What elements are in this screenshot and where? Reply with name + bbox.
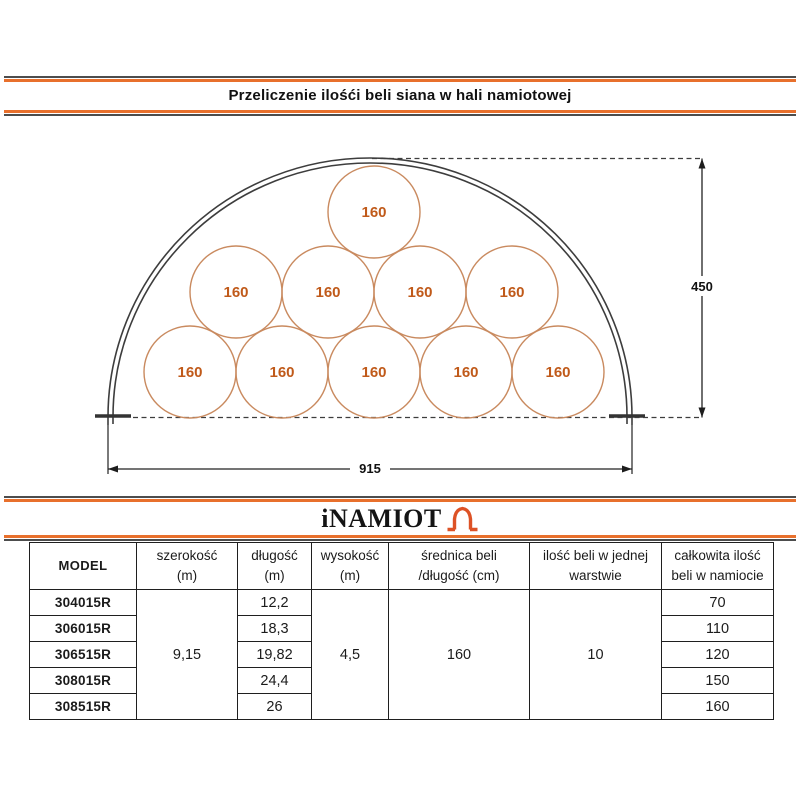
bale-stacking-diagram [0,140,800,485]
dlugosc-cell: 12,2 [238,590,312,616]
model-cell: 306015R [30,616,137,642]
bale-diameter-label: 160 [407,284,433,301]
tent-leg-left [108,417,113,425]
model-cell: 308515R [30,694,137,720]
bale-diameter-label: 160 [545,364,571,381]
height-dimension-label: 450 [691,279,713,294]
srednica-merged-cell: 160 [389,590,530,720]
dlugosc-cell: 19,82 [238,642,312,668]
logo-bar [4,496,796,541]
col-header-wysokosc: wysokość (m) [312,543,389,590]
calkowita-cell: 70 [662,590,774,616]
dlugosc-cell: 18,3 [238,616,312,642]
bale-row-bottom [144,326,604,418]
calkowita-cell: 110 [662,616,774,642]
bale-diameter-label: 160 [315,284,341,301]
wysokosc-merged-cell: 4,5 [312,590,389,720]
szerokosc-merged-cell: 9,15 [137,590,238,720]
tent-leg-right [627,417,632,425]
col-header-srednica: średnica beli /długość (cm) [389,543,530,590]
bale-diameter-label: 160 [177,364,203,381]
col-header-szerokosc: szerokość (m) [137,543,238,590]
width-dimension [108,425,632,477]
page-title: Przeliczenie ilośći beli siana w hali namiotowej [228,87,572,104]
bale-diameter-label: 160 [269,364,295,381]
calkowita-cell: 150 [662,668,774,694]
bale-diameter-label: 160 [361,364,387,381]
model-cell: 306515R [30,642,137,668]
bale-diameter-label: 160 [361,204,387,221]
title-bar-inner [4,79,796,113]
height-dimension [683,159,721,418]
tent-house-icon [446,505,479,533]
bale-diameter-label: 160 [223,284,249,301]
bale-row-middle [190,246,558,338]
model-cell: 308015R [30,668,137,694]
ilosc-warstwa-merged-cell: 10 [530,590,662,720]
col-header-dlugosc: długość (m) [238,543,312,590]
bale-diameter-label: 160 [453,364,479,381]
dlugosc-cell: 26 [238,694,312,720]
width-dimension-label: 915 [359,461,381,476]
table-row [30,590,774,616]
col-header-model: MODEL [30,543,137,590]
calkowita-cell: 160 [662,694,774,720]
brand-logo-text: iNAMIOT [321,504,442,533]
spec-table [29,542,774,720]
logo-bar-inner [4,499,796,538]
col-header-calkowita: całkowita ilość beli w namiocie [662,543,774,590]
col-header-ilosc-warstwa: ilość beli w jednej warstwie [530,543,662,590]
model-cell: 304015R [30,590,137,616]
table-header-row [30,543,774,590]
bale-row-top [328,166,420,258]
bale-diameter-label: 160 [499,284,525,301]
calkowita-cell: 120 [662,642,774,668]
dlugosc-cell: 24,4 [238,668,312,694]
title-bar [4,76,796,116]
